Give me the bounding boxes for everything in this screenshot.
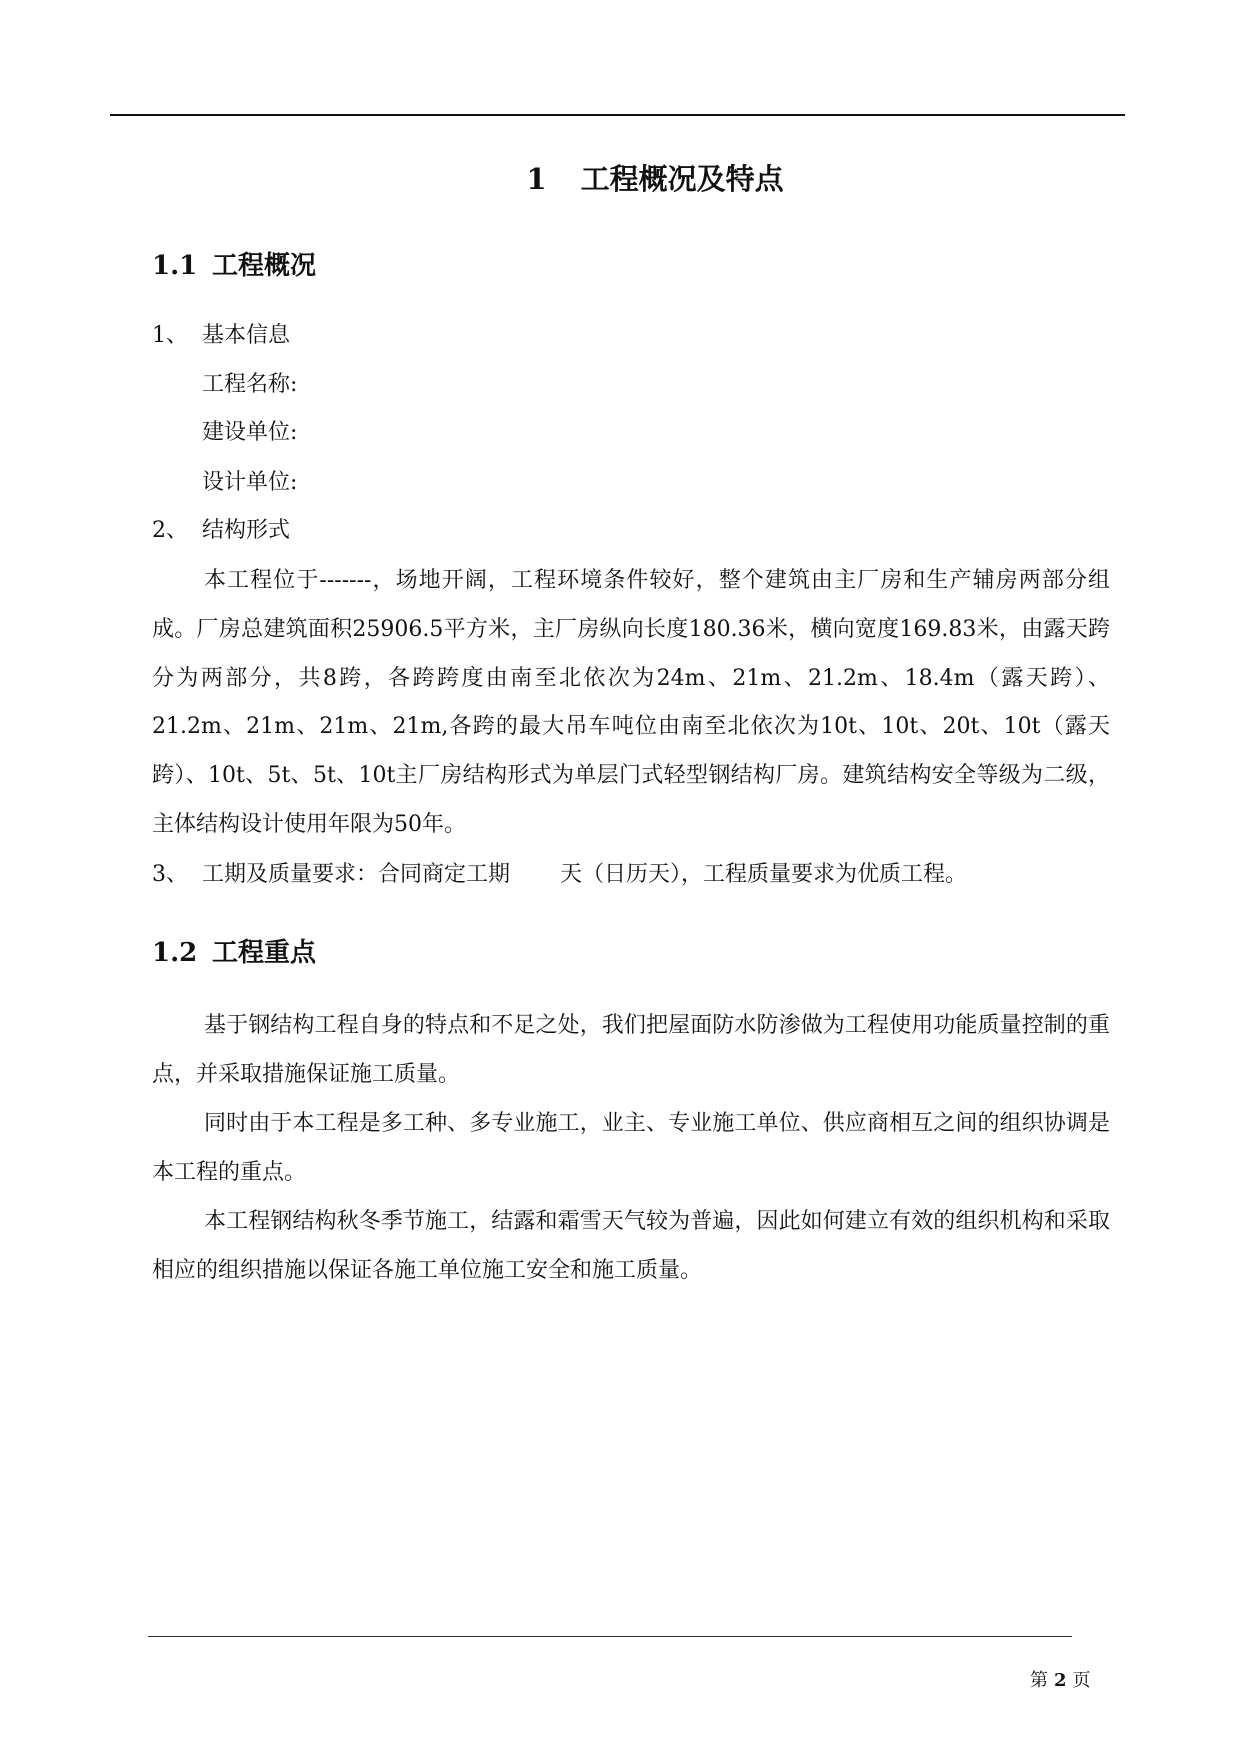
key-point-paragraph-3: 本工程钢结构秋冬季节施工，结露和霜雪天气较为普遍，因此如何建立有效的组织机构和采取相应的组织措施以保证各施工单位施工安全和施工质量。: [152, 1209, 1110, 1283]
schedule-text-before: 工期及质量要求：合同商定工期: [202, 862, 511, 887]
page-number: [1030, 1668, 1091, 1694]
section-title-1-2: [152, 933, 316, 973]
page-prefix: 第: [1030, 1670, 1048, 1691]
chapter-number: 1: [526, 162, 547, 196]
schedule-text-after: 天（日历天），工程质量要求为优质工程。: [560, 862, 968, 887]
field-project-name: 工程名称:: [202, 372, 298, 397]
item-title-structure: 结构形式: [202, 518, 291, 543]
schedule-quality-line: [202, 860, 967, 890]
list-number-3: 3、: [152, 862, 188, 887]
field-design-unit: 设计单位:: [202, 470, 298, 495]
key-point-paragraph-2: 同时由于本工程是多工种、多专业施工，业主、专业施工单位、供应商相互之间的组织协调是本工程的重点。: [152, 1111, 1110, 1185]
header-rule: [110, 114, 1125, 116]
section-number: 1.2: [152, 938, 198, 968]
field-owner-unit: 建设单位:: [202, 420, 298, 445]
section-title-text: 工程重点: [212, 938, 317, 968]
chapter-title: [0, 154, 1241, 204]
section-title-1-1: [152, 246, 316, 286]
section-number: 1.1: [152, 251, 198, 281]
section-title-text: 工程概况: [212, 251, 317, 281]
list-number-2: 2、: [152, 518, 188, 543]
structure-paragraph: 本工程位于-------，场地开阔，工程环境条件较好，整个建筑由主厂房和生产辅房两部分组成。厂房总建筑面积25906.5平方米，主厂房纵向长度180.36米，横向宽度169.83米，由露天跨分为两部分，共8跨，各跨跨度由南至北依次为24m、21m、21.2m、18.4m（露天跨）、21.2m、21m、21m、21m,各跨的最大吊车吨位由南至北依次为10t、10t、20t、10t（露天跨）、10t、5t、5t、10t主厂房结构形式为单层门式轻型钢结构厂房。建筑结构安全等级为二级，主体结构设计使用年限为50年。: [152, 568, 1110, 837]
page-suffix: 页: [1072, 1670, 1091, 1691]
chapter-title-text: 工程概况及特点: [580, 162, 784, 196]
key-point-paragraph-1: 基于钢结构工程自身的特点和不足之处，我们把屋面防水防渗做为工程使用功能质量控制的重点，并采取措施保证施工质量。: [152, 1013, 1110, 1087]
item-title-basic-info: 基本信息: [202, 323, 291, 348]
list-number-1: 1、: [152, 323, 188, 348]
page-number-value: 2: [1054, 1670, 1067, 1691]
footer-rule: [148, 1636, 1072, 1637]
